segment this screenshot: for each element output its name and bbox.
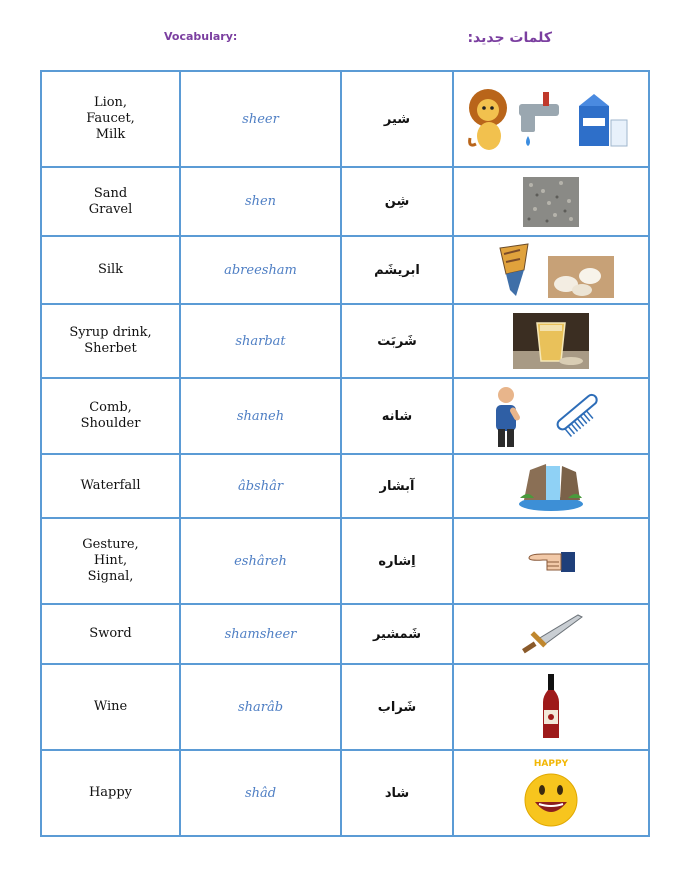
translit-cell: shaneh	[180, 378, 341, 454]
english-cell: Happy	[41, 750, 180, 836]
translit-cell: abreesham	[180, 236, 341, 304]
picture-cell	[453, 378, 649, 454]
milk-carton-icon	[579, 94, 627, 146]
sword-icon	[516, 611, 586, 657]
farsi-cell: شانه	[341, 378, 453, 454]
english-cell: Syrup drink, Sherbet	[41, 304, 180, 378]
picture-cell	[453, 750, 649, 836]
farsi-cell: اِشاره	[341, 518, 453, 604]
table-row	[41, 236, 649, 304]
picture-cell	[453, 304, 649, 378]
translit-cell: eshâreh	[180, 518, 341, 604]
table-row	[41, 518, 649, 604]
row5-pictures	[476, 383, 626, 449]
english-cell: Lion, Faucet, Milk	[41, 71, 180, 167]
table-row	[41, 71, 649, 167]
row1-pictures	[461, 84, 641, 154]
silk-scarf-icon	[500, 244, 528, 296]
silk-cocoon-photo	[548, 256, 614, 298]
vocabulary-table	[40, 70, 650, 837]
faucet-icon	[519, 92, 559, 146]
table-row	[41, 378, 649, 454]
picture-cell	[453, 518, 649, 604]
translit-cell: shâd	[180, 750, 341, 836]
farsi-cell: شَراب	[341, 664, 453, 750]
english-cell: Comb, Shoulder	[41, 378, 180, 454]
english-cell: Sand Gravel	[41, 167, 180, 236]
sherbet-glass-photo	[511, 311, 591, 371]
farsi-cell: شیر	[341, 71, 453, 167]
translit-cell: sheer	[180, 71, 341, 167]
farsi-cell: شَمشیر	[341, 604, 453, 664]
waterfall-icon	[516, 460, 586, 512]
picture-cell	[453, 604, 649, 664]
farsi-cell: ابریشَم	[341, 236, 453, 304]
farsi-cell: شَربَت	[341, 304, 453, 378]
english-cell: Silk	[41, 236, 180, 304]
wine-bottle-icon	[539, 672, 563, 742]
picture-cell	[453, 664, 649, 750]
table-row	[41, 604, 649, 664]
translit-cell: shamsheer	[180, 604, 341, 664]
english-cell: Wine	[41, 664, 180, 750]
translit-cell: âbshâr	[180, 454, 341, 518]
comb-icon	[556, 393, 606, 439]
happy-face-icon	[521, 756, 581, 830]
vocabulary-heading: Vocabulary:	[164, 30, 238, 43]
farsi-cell: آبشار	[341, 454, 453, 518]
translit-cell: sharâb	[180, 664, 341, 750]
english-cell: Waterfall	[41, 454, 180, 518]
picture-cell	[453, 71, 649, 167]
row3-pictures	[486, 240, 616, 300]
translit-cell: sharbat	[180, 304, 341, 378]
table-row	[41, 664, 649, 750]
farsi-heading: کلمات جدید:	[467, 30, 552, 46]
table-row	[41, 454, 649, 518]
farsi-cell: شاد	[341, 750, 453, 836]
picture-cell	[453, 167, 649, 236]
table-row	[41, 304, 649, 378]
english-cell: Gesture, Hint, Signal,	[41, 518, 180, 604]
lion-icon	[469, 89, 507, 150]
farsi-cell: شِن	[341, 167, 453, 236]
picture-cell	[453, 236, 649, 304]
sand-gravel-photo	[521, 175, 581, 229]
table-row	[41, 167, 649, 236]
picture-cell	[453, 454, 649, 518]
translit-cell: shen	[180, 167, 341, 236]
happy-caption: HAPPY	[533, 759, 569, 769]
shoulder-person-icon	[496, 387, 521, 447]
table-row	[41, 750, 649, 836]
pointing-hand-icon	[525, 546, 577, 576]
english-cell: Sword	[41, 604, 180, 664]
